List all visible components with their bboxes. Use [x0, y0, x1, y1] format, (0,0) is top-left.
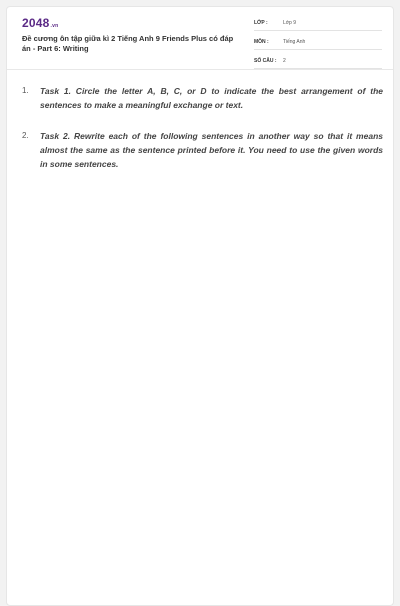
document-meta [254, 15, 382, 72]
meta-value-class: Lớp 9 [283, 19, 297, 26]
meta-label-subject: MÔN : [254, 38, 269, 45]
question-item [22, 84, 383, 112]
meta-value-subject: Tiếng Anh [283, 38, 306, 45]
question-number: 1. [22, 86, 29, 95]
logo-sub: .vn [50, 23, 59, 29]
meta-label-count: SỐ CÂU : [254, 57, 277, 64]
meta-row-class [254, 15, 382, 31]
document-page [6, 6, 394, 606]
site-logo[interactable] [22, 16, 58, 30]
question-item [22, 129, 383, 171]
logo-main: 2048 [22, 16, 50, 30]
meta-row-subject [254, 34, 382, 50]
question-text: Task 1. Circle the letter A, B, C, or D to indicate the best arrangement of the sentences to make a meaningful exchange or text. [40, 86, 383, 110]
meta-value-count: 2 [283, 57, 286, 64]
question-text: Task 2. Rewrite each of the following sentences in another way so that it means almost the same as the sentence printed before it. You need to use the given words in some sentences. [40, 131, 383, 169]
question-list [7, 70, 393, 171]
document-header [7, 7, 393, 69]
question-number: 2. [22, 131, 29, 140]
document-title: Đề cương ôn tập giữa kì 2 Tiếng Anh 9 Friends Plus có đáp án - Part 6: Writing [22, 34, 234, 53]
meta-row-count [254, 53, 382, 69]
meta-label-class: LỚP : [254, 19, 268, 26]
